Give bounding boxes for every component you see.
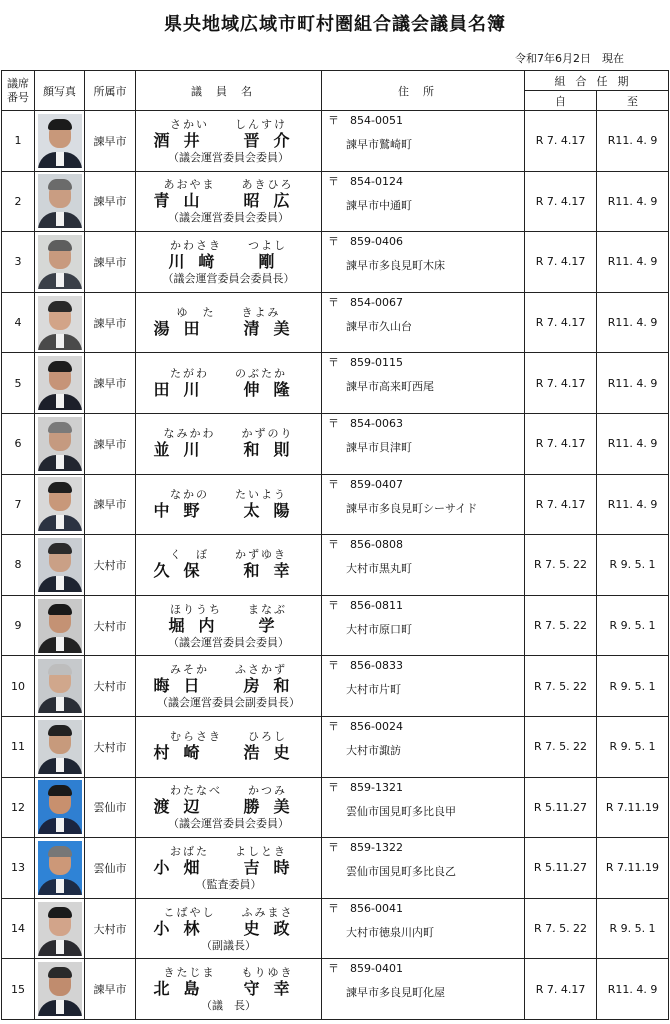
member-address-cell [322,716,525,777]
member-city: 大村市 [85,656,136,717]
seat-number: 2 [2,171,35,232]
member-name-cell [136,353,322,414]
postal-mark: 〒 [328,477,339,491]
roster-body [2,111,669,1020]
postal-code [328,599,524,613]
member-role: （議会運営委員会副委員長） [157,696,300,710]
postal-code-value: 856-0833 [350,659,403,673]
postal-code-value: 859-0401 [350,962,403,976]
seat-number: 5 [2,353,35,414]
member-photo [38,114,82,168]
member-photo-cell [35,232,85,293]
member-name-kana: たがわ のぶたか [170,366,287,380]
member-roster-table [1,70,669,1020]
term-to: R11. 4. 9 [597,474,669,535]
header-member-name: 議員名 [136,71,322,111]
member-role: （議会運営委員会委員） [168,211,289,225]
term-from: R 7. 4.17 [525,111,597,172]
member-name-kana: ゆ た きよみ [176,306,281,320]
member-city: 諫早市 [85,232,136,293]
member-photo [38,841,82,895]
term-from: R 7. 4.17 [525,232,597,293]
member-address: 諫早市中通町 [346,198,412,212]
postal-mark: 〒 [328,295,339,309]
member-role: （議会運営委員会委員） [168,817,289,831]
member-photo-cell [35,171,85,232]
member-address: 雲仙市国見町多比良乙 [346,865,456,879]
postal-code-value: 859-1322 [350,841,403,855]
seat-number: 15 [2,959,35,1020]
term-from: R 7. 4.17 [525,413,597,474]
member-name: 渡辺 勝美 [153,797,304,817]
member-photo [38,962,82,1016]
postal-code-value: 859-0115 [350,356,403,370]
term-to: R11. 4. 9 [597,353,669,414]
member-address-cell [322,413,525,474]
table-row [2,595,669,656]
member-name-cell [136,595,322,656]
member-name-kana: おばた よしとき [170,844,287,858]
table-row [2,898,669,959]
seat-number: 12 [2,777,35,838]
member-name-kana: かわさき つよし [170,238,287,252]
member-name-cell [136,232,322,293]
term-from: R 7. 5. 22 [525,535,597,596]
postal-code [328,296,524,310]
term-to: R11. 4. 9 [597,111,669,172]
seat-number: 1 [2,111,35,172]
member-photo [38,659,82,713]
member-name-cell [136,111,322,172]
header-city: 所属市 [85,71,136,111]
postal-mark: 〒 [328,659,339,673]
header-term-from: 自 [525,91,597,111]
postal-code [328,538,524,552]
table-row [2,171,669,232]
term-from: R 7. 5. 22 [525,898,597,959]
member-role: （監査委員） [195,877,262,891]
member-name: 小畑 吉時 [153,857,304,877]
member-address-cell [322,292,525,353]
member-name-kana: く ぼ かずゆき [170,548,287,562]
term-from: R 7. 4.17 [525,353,597,414]
member-name: 青山 昭広 [153,191,304,211]
term-to: R11. 4. 9 [597,171,669,232]
member-address: 大村市徳泉川内町 [346,925,434,939]
member-name: 川﨑 剛 [168,251,289,271]
postal-mark: 〒 [328,962,339,976]
member-address: 諫早市多良見町シーサイド [346,501,478,515]
table-row [2,656,669,717]
postal-mark: 〒 [328,114,339,127]
member-name-cell [136,413,322,474]
member-address: 諫早市鷲崎町 [346,138,412,151]
member-name-kana: きたじま もりゆき [163,966,294,980]
seat-number: 6 [2,413,35,474]
member-name-kana: なかの たいよう [170,487,287,501]
member-photo [38,235,82,289]
postal-mark: 〒 [328,235,339,249]
header-photo: 顔写真 [35,71,85,111]
postal-mark: 〒 [328,174,339,188]
member-name-kana: わたなべ かつみ [170,784,287,798]
postal-code [328,659,524,673]
member-photo-cell [35,535,85,596]
member-city: 大村市 [85,595,136,656]
member-address: 大村市片町 [346,683,401,697]
postal-code [328,781,524,795]
member-city: 諫早市 [85,292,136,353]
member-photo-cell [35,474,85,535]
member-name-cell [136,474,322,535]
term-from: R 5.11.27 [525,777,597,838]
member-address: 大村市原口町 [346,622,412,636]
postal-code-value: 856-0024 [350,719,403,733]
table-row [2,292,669,353]
seat-number: 4 [2,292,35,353]
member-name-kana: さかい しんすけ [170,117,287,131]
member-city: 諫早市 [85,474,136,535]
member-address: 諫早市貝津町 [346,440,412,454]
member-photo-cell [35,777,85,838]
member-address-cell [322,171,525,232]
table-row [2,777,669,838]
member-photo-cell [35,292,85,353]
member-photo [38,599,82,653]
seat-number: 10 [2,656,35,717]
postal-mark: 〒 [328,356,339,370]
postal-code-value: 854-0067 [350,295,403,309]
member-role: （議 長） [201,999,256,1013]
seat-number: 7 [2,474,35,535]
term-from: R 7. 5. 22 [525,656,597,717]
header-seat-number: 議席 番号 [2,71,35,111]
postal-code [328,478,524,492]
as-of-date: 令和7年6月2日 現在 [515,52,624,65]
postal-code-value: 856-0808 [350,538,403,552]
seat-number: 13 [2,838,35,899]
member-city: 諫早市 [85,111,136,172]
table-row [2,474,669,535]
seat-number: 8 [2,535,35,596]
member-address-cell [322,656,525,717]
member-address-cell [322,232,525,293]
postal-code-value: 859-1321 [350,780,403,794]
table-row [2,353,669,414]
table-row [2,535,669,596]
member-address-cell [322,777,525,838]
postal-mark: 〒 [328,598,339,612]
member-name-cell [136,535,322,596]
member-address: 諫早市多良見町化屋 [346,986,445,1000]
member-name-kana: こばやし ふみまさ [163,905,294,919]
member-photo-cell [35,595,85,656]
postal-code-value: 854-0051 [350,114,403,127]
member-photo [38,902,82,956]
header-address: 住所 [322,71,525,111]
member-photo-cell [35,111,85,172]
postal-code [328,962,524,976]
member-name: 北島 守幸 [153,979,304,999]
table-row [2,413,669,474]
postal-code [328,841,524,855]
postal-code [328,417,524,431]
member-name: 並川 和則 [153,440,304,460]
member-name: 小林 史政 [153,918,304,938]
table-row [2,111,669,172]
member-name-kana: むらさき ひろし [170,730,287,744]
term-to: R11. 4. 9 [597,413,669,474]
member-name-kana: ほりうち まなぶ [170,602,287,616]
member-name-kana: なみかわ かずのり [163,427,294,441]
postal-code [328,235,524,249]
member-name: 晦日 房和 [153,676,304,696]
member-address-cell [322,959,525,1020]
member-name-cell [136,838,322,899]
member-name-kana: みそか ふさかず [170,663,287,677]
postal-code [328,114,524,128]
postal-code-value: 859-0407 [350,477,403,491]
term-from: R 7. 4.17 [525,171,597,232]
document-title: 県央地域広域市町村圏組合議会議員名簿 [164,14,506,35]
postal-mark: 〒 [328,719,339,733]
member-name-cell [136,656,322,717]
member-address: 大村市諏訪 [346,743,401,757]
member-address: 諫早市高来町西尾 [346,380,434,394]
postal-code-value: 856-0041 [350,901,403,915]
member-address-cell [322,898,525,959]
member-city: 大村市 [85,898,136,959]
term-from: R 7. 4.17 [525,959,597,1020]
postal-code-value: 856-0811 [350,598,403,612]
member-name-kana: あおやま あきひろ [163,178,294,192]
member-address-cell [322,474,525,535]
member-address: 諫早市多良見町木床 [346,259,445,273]
postal-code-value: 854-0124 [350,174,403,188]
member-photo-cell [35,959,85,1020]
term-to: R 9. 5. 1 [597,535,669,596]
term-to: R 9. 5. 1 [597,898,669,959]
postal-code [328,902,524,916]
member-name-cell [136,716,322,777]
term-from: R 7. 4.17 [525,474,597,535]
member-city: 諫早市 [85,171,136,232]
member-city: 大村市 [85,716,136,777]
postal-mark: 〒 [328,416,339,430]
member-name-cell [136,959,322,1020]
member-photo-cell [35,353,85,414]
postal-mark: 〒 [328,780,339,794]
header-term: 組合任期 [525,71,669,91]
seat-number: 14 [2,898,35,959]
member-photo [38,417,82,471]
postal-mark: 〒 [328,901,339,915]
member-name-cell [136,777,322,838]
member-photo-cell [35,838,85,899]
term-to: R 7.11.19 [597,777,669,838]
member-address-cell [322,535,525,596]
member-city: 雲仙市 [85,777,136,838]
postal-mark: 〒 [328,841,339,855]
member-role: （議会運営委員会委員） [168,150,289,164]
member-name: 田川 伸隆 [153,379,304,399]
term-to: R11. 4. 9 [597,292,669,353]
seat-number: 9 [2,595,35,656]
member-address-cell [322,111,525,172]
postal-code [328,720,524,734]
member-name: 湯田 清美 [153,319,304,339]
table-row [2,232,669,293]
table-row [2,959,669,1020]
member-photo [38,356,82,410]
member-photo-cell [35,716,85,777]
member-name-cell [136,292,322,353]
term-to: R11. 4. 9 [597,959,669,1020]
member-city: 雲仙市 [85,838,136,899]
postal-code-value: 859-0406 [350,235,403,249]
member-name: 中野 太陽 [153,500,304,520]
member-name: 堀内 学 [168,615,289,635]
term-to: R 9. 5. 1 [597,595,669,656]
member-photo [38,296,82,350]
postal-code [328,175,524,189]
member-city: 大村市 [85,535,136,596]
member-role: （議会運営委員会委員長） [162,271,295,285]
member-address: 諫早市久山台 [346,319,412,333]
member-address-cell [322,353,525,414]
term-to: R 9. 5. 1 [597,656,669,717]
member-address-cell [322,595,525,656]
term-to: R11. 4. 9 [597,232,669,293]
member-photo [38,477,82,531]
member-address: 雲仙市国見町多比良甲 [346,804,456,818]
member-photo-cell [35,413,85,474]
table-row [2,716,669,777]
member-name: 酒井 晋介 [153,130,304,150]
member-role: （議会運営委員会委員） [168,635,289,649]
member-name: 久保 和幸 [153,561,304,581]
member-photo-cell [35,898,85,959]
table-row [2,838,669,899]
term-from: R 7. 5. 22 [525,595,597,656]
seat-number: 3 [2,232,35,293]
postal-mark: 〒 [328,538,339,552]
member-city: 諫早市 [85,353,136,414]
member-name-cell [136,898,322,959]
member-name: 村崎 浩史 [153,743,304,763]
member-city: 諫早市 [85,413,136,474]
member-photo-cell [35,656,85,717]
header-term-to: 至 [597,91,669,111]
postal-code [328,356,524,370]
member-address: 大村市黒丸町 [346,562,412,576]
member-photo [38,780,82,834]
term-to: R 9. 5. 1 [597,716,669,777]
term-to: R 7.11.19 [597,838,669,899]
member-photo [38,538,82,592]
member-city: 諫早市 [85,959,136,1020]
term-from: R 7. 5. 22 [525,716,597,777]
seat-number: 11 [2,716,35,777]
member-role: （副議長） [201,938,256,952]
postal-code-value: 854-0063 [350,416,403,430]
member-photo [38,720,82,774]
member-address-cell [322,838,525,899]
member-photo [38,174,82,228]
member-name-cell [136,171,322,232]
term-from: R 7. 4.17 [525,292,597,353]
term-from: R 5.11.27 [525,838,597,899]
